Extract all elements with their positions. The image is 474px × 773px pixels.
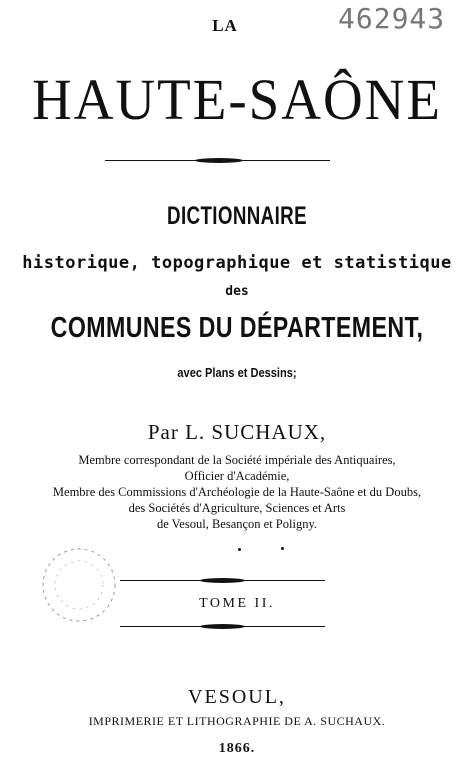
author-credit: Membre correspondant de la Société impériale des Antiquaires, xyxy=(78,453,396,467)
title-rule-ornament xyxy=(195,158,243,163)
subtitle-line-2: des xyxy=(225,284,249,299)
subtitle-communes: COMMUNES DU DÉPARTEMENT, xyxy=(50,312,424,344)
printer-line: IMPRIMERIE ET LITHOGRAPHIE DE A. SUCHAUX. xyxy=(88,714,386,728)
publication-city: VESOUL, xyxy=(188,686,286,708)
author-credit: des Sociétés d'Agriculture, Sciences et Arts xyxy=(128,501,346,515)
subtitle-line-1: historique, topographique et statistique xyxy=(22,253,452,273)
library-stamp-icon xyxy=(36,544,122,626)
author-credit: de Vesoul, Besançon et Poligny. xyxy=(156,517,318,531)
author-credit: Officier d'Académie, xyxy=(184,469,290,483)
article-la: LA xyxy=(212,16,238,35)
main-title: HAUTE-SAÔNE xyxy=(31,67,442,132)
author-credit: Membre des Commissions d'Archéologie de la Haute-Saône et du Doubs, xyxy=(52,485,422,499)
library-shelfmark: 462943 xyxy=(338,2,446,35)
publication-year: 1866. xyxy=(218,741,256,756)
subtitle-dictionary: DICTIONNAIRE xyxy=(167,202,307,230)
author-line: Par L. SUCHAUX, xyxy=(147,420,327,444)
tome-rule-bottom-ornament xyxy=(200,624,245,629)
ink-speck xyxy=(238,548,241,551)
volume-label: TOME II. xyxy=(199,596,275,611)
subtitle-plans: avec Plans et Dessins; xyxy=(177,365,297,380)
ink-speck xyxy=(281,547,284,550)
tome-rule-top-ornament xyxy=(200,578,245,583)
